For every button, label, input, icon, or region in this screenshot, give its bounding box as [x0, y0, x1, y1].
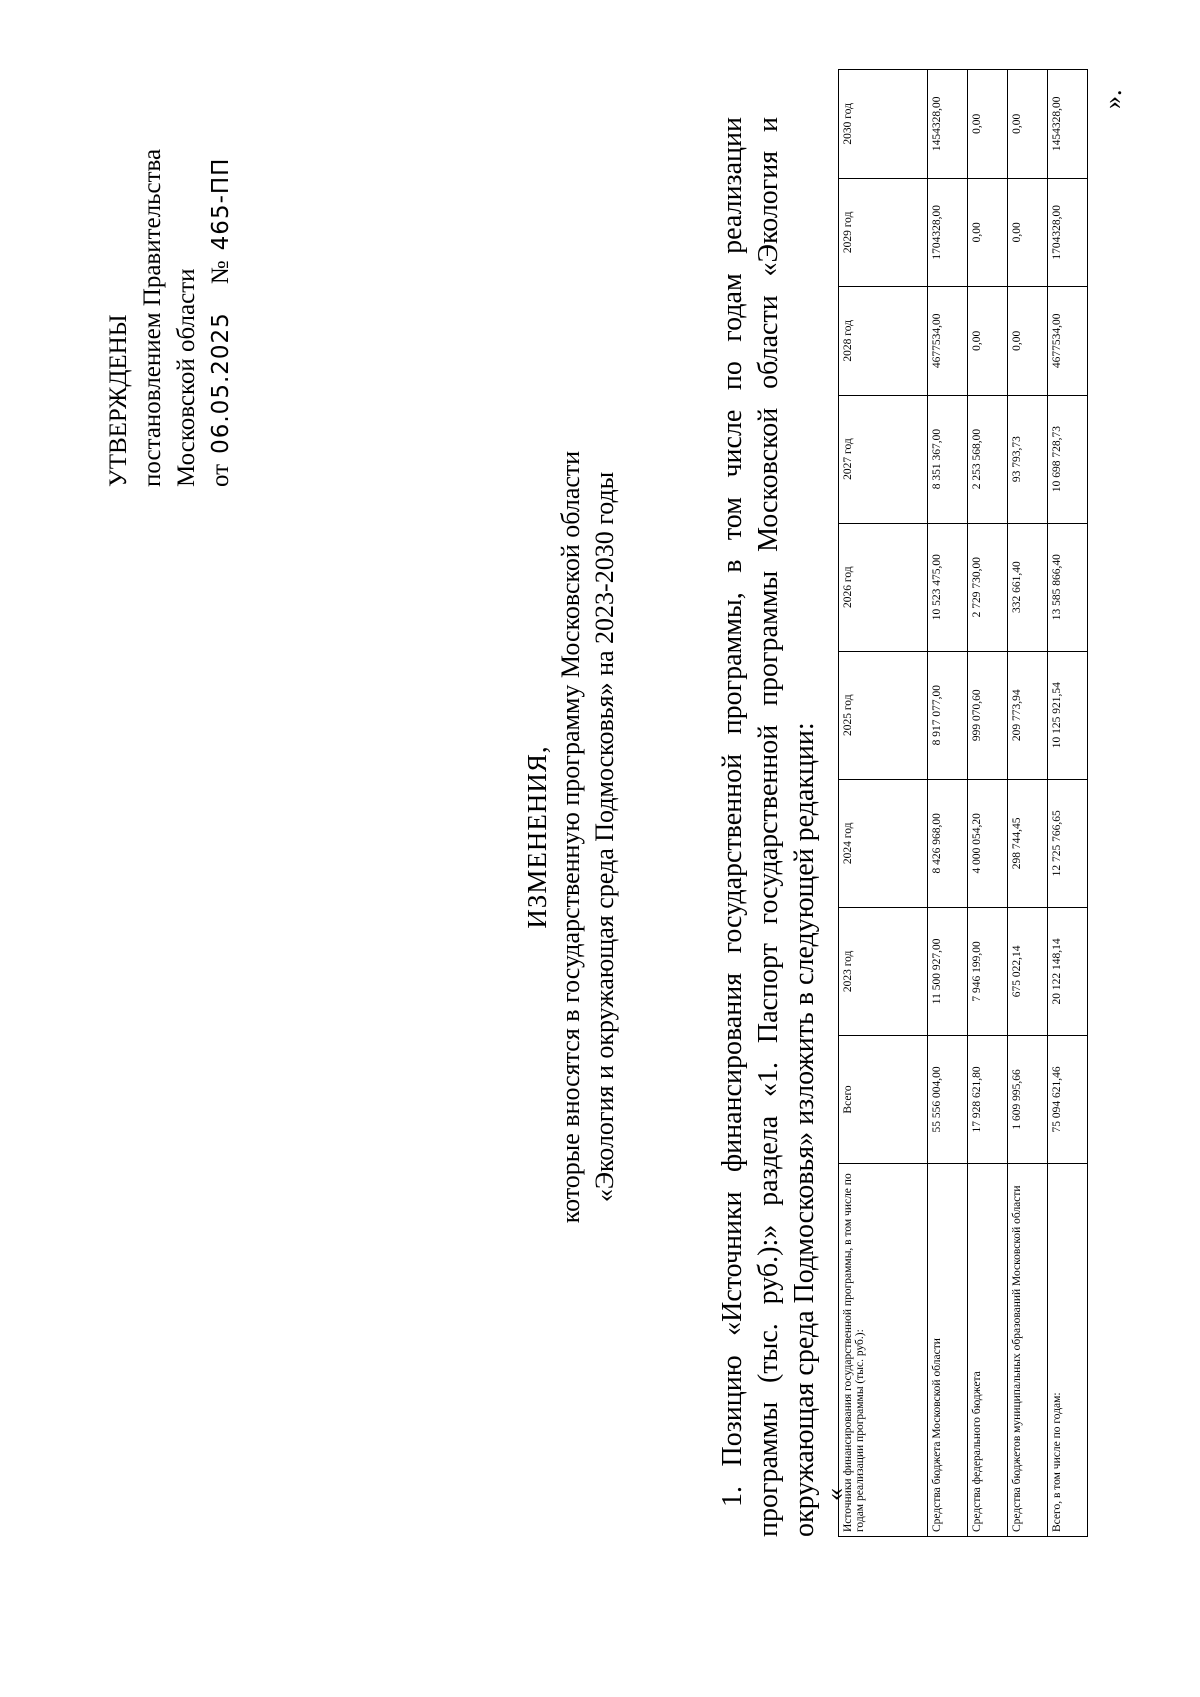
table-cell: 0,00 [968, 287, 1008, 395]
header-2028: 2028 год [839, 287, 928, 395]
table-cell: 8 917 077,00 [928, 651, 968, 779]
financing-table [838, 69, 1088, 1537]
table-cell: 11 500 927,00 [928, 907, 968, 1035]
row-label: Всего, в том числе по годам: [1048, 1164, 1088, 1537]
document-subtitle-1: которые вносятся в государственную программу Московской области [556, 450, 585, 1224]
title-block [520, 127, 622, 1547]
table-cell: 4 000 054,20 [968, 779, 1008, 907]
table-cell: 20 122 148,14 [1048, 907, 1088, 1035]
approval-date-line [204, 67, 238, 487]
approval-title: УТВЕРЖДЕНЫ [105, 314, 132, 487]
header-2026: 2026 год [839, 523, 928, 651]
header-2027: 2027 год [839, 395, 928, 523]
table-cell: 0,00 [1008, 178, 1048, 286]
table-cell: 2 253 568,00 [968, 395, 1008, 523]
approval-stamp [102, 67, 238, 487]
table-cell: 12 725 766,65 [1048, 779, 1088, 907]
table-cell: 1704328,00 [928, 178, 968, 286]
table-cell: 0,00 [1008, 287, 1048, 395]
table-cell: 675 022,14 [1008, 907, 1048, 1035]
table-cell: 209 773,94 [1008, 651, 1048, 779]
date-prefix: от [207, 463, 234, 487]
table-cell: 1 609 995,66 [1008, 1035, 1048, 1163]
header-total: Всего [839, 1035, 928, 1163]
table-cell: 4677534,00 [928, 287, 968, 395]
document-heading: ИЗМЕНЕНИЯ, [522, 745, 552, 929]
row-label: Средства бюджета Московской области [928, 1164, 968, 1537]
quote-close: ». [1098, 89, 1127, 109]
approval-line-1: постановлением Правительства [139, 148, 166, 487]
table-cell: 75 094 621,46 [1048, 1035, 1088, 1163]
table-row [928, 70, 968, 1537]
table-cell: 8 426 968,00 [928, 779, 968, 907]
table-cell: 7 946 199,00 [968, 907, 1008, 1035]
header-2024: 2024 год [839, 779, 928, 907]
approval-number: 465-ПП [208, 157, 234, 251]
table-header-row [839, 70, 928, 1537]
table-row [1048, 70, 1088, 1537]
row-label: Средства бюджетов муниципальных образований Московской области [1008, 1164, 1048, 1537]
header-2029: 2029 год [839, 178, 928, 286]
approval-date: 06.05.2025 [208, 312, 234, 454]
table-cell: 1454328,00 [1048, 70, 1088, 179]
number-prefix: № [207, 260, 234, 285]
table-cell: 2 729 730,00 [968, 523, 1008, 651]
approval-line-2: Московской области [173, 268, 200, 487]
header-2030: 2030 год [839, 70, 928, 179]
table-cell: 17 928 621,80 [968, 1035, 1008, 1163]
table-cell: 10 698 728,73 [1048, 395, 1088, 523]
table-cell: 1454328,00 [928, 70, 968, 179]
document-subtitle-2: «Экология и окружающая среда Подмосковья» на 2023-2030 годы [590, 471, 619, 1203]
table-cell: 4677534,00 [1048, 287, 1088, 395]
table-cell: 0,00 [968, 70, 1008, 179]
table-cell: 93 793,73 [1008, 395, 1048, 523]
table-cell: 10 523 475,00 [928, 523, 968, 651]
table-cell: 999 070,60 [968, 651, 1008, 779]
table-cell: 13 585 866,40 [1048, 523, 1088, 651]
header-source: Источники финансирования государственной программы, в том числе по годам реализации программы (тыс. руб.): [839, 1164, 928, 1537]
row-label: Средства федерального бюджета [968, 1164, 1008, 1537]
quote-open: « [820, 1488, 849, 1501]
header-2025: 2025 год [839, 651, 928, 779]
table-cell: 10 125 921,54 [1048, 651, 1088, 779]
table-cell: 298 744,45 [1008, 779, 1048, 907]
amendment-paragraph: 1. Позицию «Источники финансирования государственной программы, в том числе по годам реализации программы (тыс. руб.):» раздела «1. Паспорт государственной программы Московской области «Экология и окружающая среда Подмосковья» изложить в следующей редакции: [717, 117, 820, 1537]
table-cell: 0,00 [968, 178, 1008, 286]
table-cell: 0,00 [1008, 70, 1048, 179]
table-row [1008, 70, 1048, 1537]
table-cell: 1704328,00 [1048, 178, 1088, 286]
table-cell: 332 661,40 [1008, 523, 1048, 651]
table-row [968, 70, 1008, 1537]
table-cell: 55 556 004,00 [928, 1035, 968, 1163]
header-2023: 2023 год [839, 907, 928, 1035]
table-cell: 8 351 367,00 [928, 395, 968, 523]
